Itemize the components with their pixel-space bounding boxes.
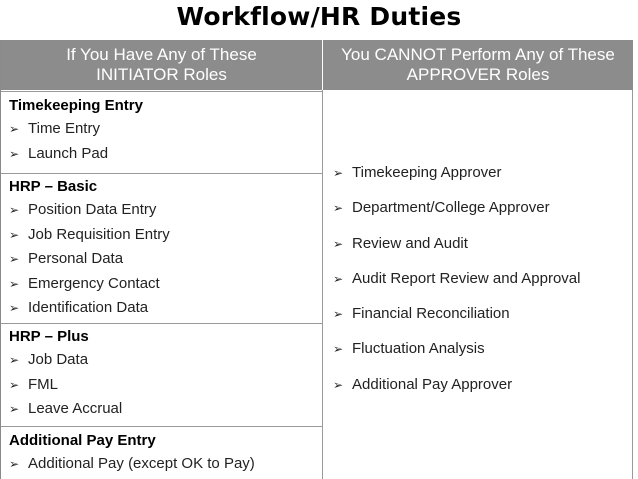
list-item [333, 161, 580, 196]
arrow-bullet-icon: ➢ [333, 307, 344, 322]
arrow-bullet-icon: ➢ [9, 457, 20, 471]
arrow-bullet-icon: ➢ [333, 271, 344, 286]
arrow-bullet-icon: ➢ [333, 377, 344, 392]
arrow-bullet-icon: ➢ [9, 146, 20, 161]
list-item-label: Job Requisition Entry [28, 225, 170, 243]
list-item [333, 373, 580, 408]
list-item [1, 373, 322, 398]
list-item-label: Time Entry [28, 120, 100, 137]
header-right-line1: You CANNOT Perform Any of These [341, 45, 615, 64]
list-item-label: Emergency Contact [28, 274, 160, 292]
arrow-bullet-icon: ➢ [9, 122, 20, 136]
list-item [1, 272, 322, 297]
list-item [333, 337, 580, 372]
group-additional-pay-entry [1, 426, 322, 479]
list-item-label: Job Data [28, 351, 89, 368]
list-item-label: Launch Pad [28, 144, 109, 162]
header-right-line2: APPROVER Roles [406, 65, 550, 84]
list-item [333, 232, 580, 267]
list-item [1, 198, 322, 223]
approver-roles-header [323, 40, 633, 90]
list-item-label: Review and Audit [352, 234, 468, 252]
list-item [1, 223, 322, 248]
list-item-label: Department/College Approver [352, 199, 550, 217]
initiator-roles-header [1, 40, 323, 90]
list-item-label: Personal Data [28, 250, 124, 268]
arrow-bullet-icon: ➢ [9, 276, 20, 291]
list-item [333, 302, 580, 337]
arrow-bullet-icon: ➢ [9, 203, 20, 217]
arrow-bullet-icon: ➢ [9, 252, 20, 267]
list-item-label: Timekeeping Approver [352, 164, 502, 181]
list-item [1, 247, 322, 272]
list-item-label: Leave Accrual [28, 400, 123, 418]
group-title: HRP – Plus [9, 328, 89, 345]
approver-roles-list [333, 161, 580, 408]
list-item-label: Position Data Entry [28, 201, 157, 218]
list-item-label: FML [28, 375, 58, 393]
list-item [1, 117, 322, 142]
header-left-line1: If You Have Any of These [66, 45, 257, 64]
list-item-label: Financial Reconciliation [352, 305, 510, 323]
arrow-bullet-icon: ➢ [9, 353, 20, 367]
arrow-bullet-icon: ➢ [9, 377, 20, 392]
arrow-bullet-icon: ➢ [333, 166, 344, 180]
list-item-label: Identification Data [28, 299, 149, 317]
group-hrp-plus [1, 323, 322, 426]
list-item-label: Fluctuation Analysis [352, 340, 485, 358]
arrow-bullet-icon: ➢ [333, 201, 344, 216]
arrow-bullet-icon: ➢ [9, 227, 20, 242]
list-item-label: Audit Report Review and Approval [352, 269, 581, 287]
list-item-label: Additional Pay (except OK to Pay) [28, 455, 255, 472]
list-item [1, 348, 322, 373]
header-left-line2: INITIATOR Roles [96, 65, 227, 84]
group-hrp-basic [1, 173, 322, 323]
group-timekeeping-entry [1, 91, 322, 173]
arrow-bullet-icon: ➢ [9, 402, 20, 417]
group-title: HRP – Basic [9, 178, 98, 195]
page-title: Workflow/HR Duties [176, 2, 462, 31]
list-item [1, 142, 322, 167]
group-title: Timekeeping Entry [9, 97, 143, 114]
list-item [333, 196, 580, 231]
table-right-border [632, 90, 633, 479]
arrow-bullet-icon: ➢ [9, 301, 20, 316]
column-divider [322, 90, 323, 479]
list-item [1, 296, 322, 321]
group-title: Additional Pay Entry [9, 432, 156, 449]
arrow-bullet-icon: ➢ [333, 236, 344, 251]
arrow-bullet-icon: ➢ [333, 342, 344, 357]
list-item-label: Additional Pay Approver [352, 375, 513, 393]
list-item [333, 267, 580, 302]
roles-table [0, 40, 632, 479]
list-item [1, 452, 322, 477]
list-item [1, 397, 322, 422]
